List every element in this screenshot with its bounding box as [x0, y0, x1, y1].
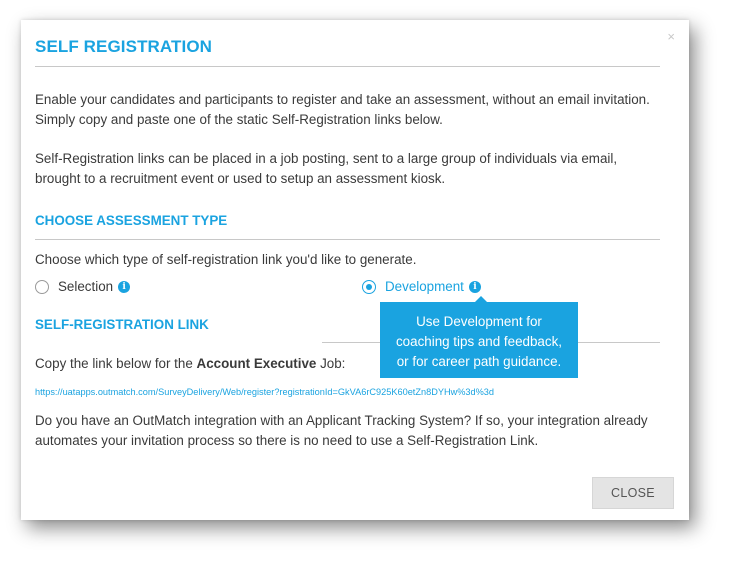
- ats-note: Do you have an OutMatch integration with an Applicant Tracking System? If so, your integration already automates your invitation process so there is no need to use a Self-Registration Link.: [35, 413, 648, 448]
- radio-option-development[interactable]: [362, 279, 481, 294]
- tooltip-line: or for career path guidance.: [396, 354, 562, 369]
- development-radio[interactable]: [362, 280, 376, 294]
- dialog-title: SELF REGISTRATION: [35, 37, 213, 56]
- selection-info-icon[interactable]: i: [118, 281, 130, 293]
- development-label: Development: [385, 279, 464, 294]
- self-registration-dialog: [21, 20, 689, 520]
- title-divider: [35, 66, 660, 67]
- close-icon[interactable]: ×: [667, 29, 675, 44]
- link-heading: SELF-REGISTRATION LINK: [35, 317, 209, 332]
- close-button[interactable]: CLOSE: [592, 477, 674, 509]
- copy-prefix: Copy the link below for the: [35, 356, 197, 371]
- assessment-type-heading: CHOOSE ASSESSMENT TYPE: [35, 213, 228, 228]
- tooltip-line: coaching tips and feedback,: [395, 334, 562, 349]
- development-tooltip: [380, 302, 578, 378]
- copy-suffix: Job:: [316, 356, 346, 371]
- job-name: Account Executive: [196, 356, 317, 371]
- selection-radio[interactable]: [35, 280, 49, 294]
- development-info-icon[interactable]: i: [469, 281, 481, 293]
- assessment-type-divider: [35, 239, 660, 240]
- intro-text: Enable your candidates and participants to register and take an assessment, without an email invitation. Simply copy and paste one of the static Self-Registration links below.: [35, 92, 650, 127]
- selection-label: Selection: [58, 279, 114, 294]
- tooltip-line: Use Development for: [416, 314, 542, 329]
- radio-option-selection[interactable]: [35, 279, 130, 294]
- usage-text: Self-Registration links can be placed in a job posting, sent to a large group of individuals via email, brought to a recruitment event or used to setup an assessment kiosk.: [35, 151, 618, 186]
- registration-link[interactable]: https://uatapps.outmatch.com/SurveyDelivery/Web/register?registrationId=GkVA6rC925K60etZn8DYHw%3d%3d: [35, 387, 495, 397]
- assessment-type-instruction: Choose which type of self-registration link you'd like to generate.: [35, 252, 417, 267]
